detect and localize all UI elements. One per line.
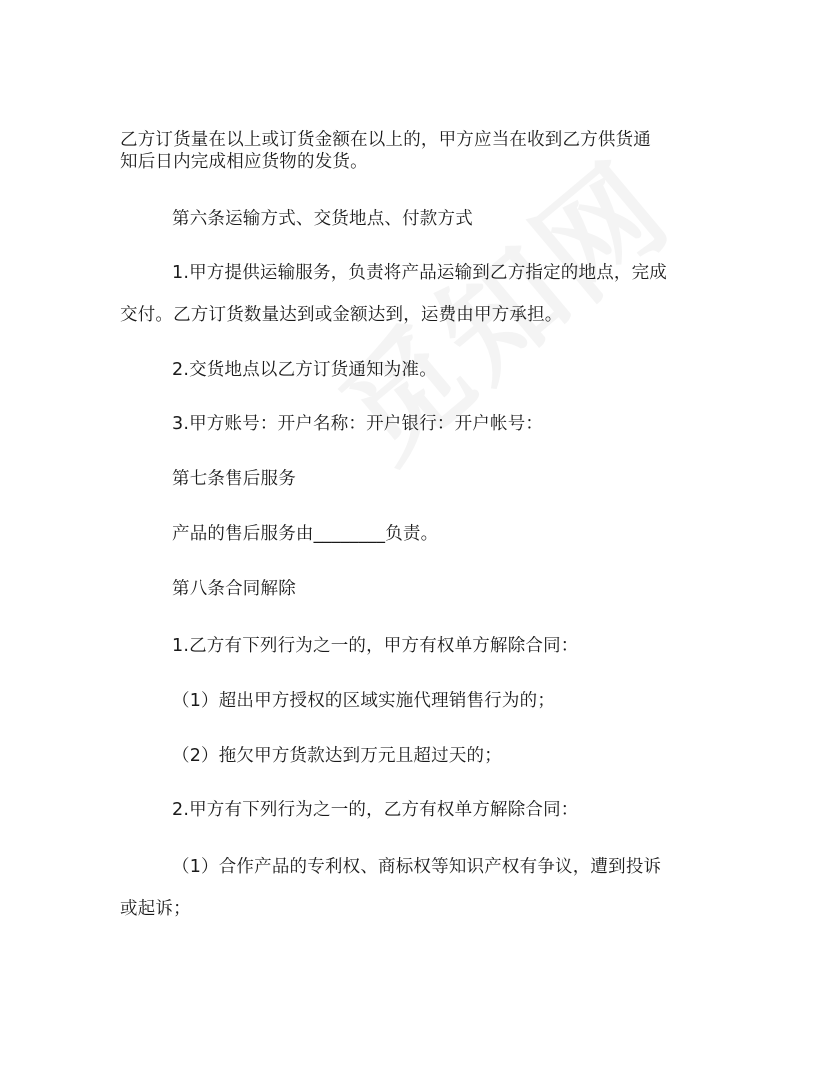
paragraph-line: 交付。乙方订货数量达到或金额达到，运费由甲方承担。: [120, 305, 563, 325]
paragraph-line: 产品的售后服务由________负责。: [172, 524, 439, 544]
list-item: （1）合作产品的专利权、商标权等知识产权有争议，遭到投诉: [172, 857, 662, 877]
section-heading-6: 第六条运输方式、交货地点、付款方式: [172, 209, 473, 229]
list-item: （2）拖欠甲方货款达到万元且超过天的；: [172, 746, 502, 766]
paragraph-line: 2.交货地点以乙方订货通知为准。: [172, 360, 437, 380]
paragraph-line: 1.甲方提供运输服务，负责将产品运输到乙方指定的地点，完成: [172, 263, 667, 283]
paragraph-line: 知后日内完成相应货物的发货。: [120, 152, 368, 172]
section-heading-8: 第八条合同解除: [172, 579, 296, 599]
section-heading-7: 第七条售后服务: [172, 469, 296, 489]
paragraph-line: 2.甲方有下列行为之一的，乙方有权单方解除合同：: [172, 800, 579, 820]
paragraph-line: 1.乙方有下列行为之一的，甲方有权单方解除合同：: [172, 636, 579, 656]
paragraph-line: 乙方订货量在以上或订货金额在以上的，甲方应当在收到乙方供货通: [120, 130, 651, 150]
list-item: （1）超出甲方授权的区域实施代理销售行为的；: [172, 691, 556, 711]
paragraph-line: 3.甲方账号：开户名称：开户银行：开户帐号：: [172, 414, 544, 434]
list-item-continuation: 或起诉；: [120, 899, 191, 919]
